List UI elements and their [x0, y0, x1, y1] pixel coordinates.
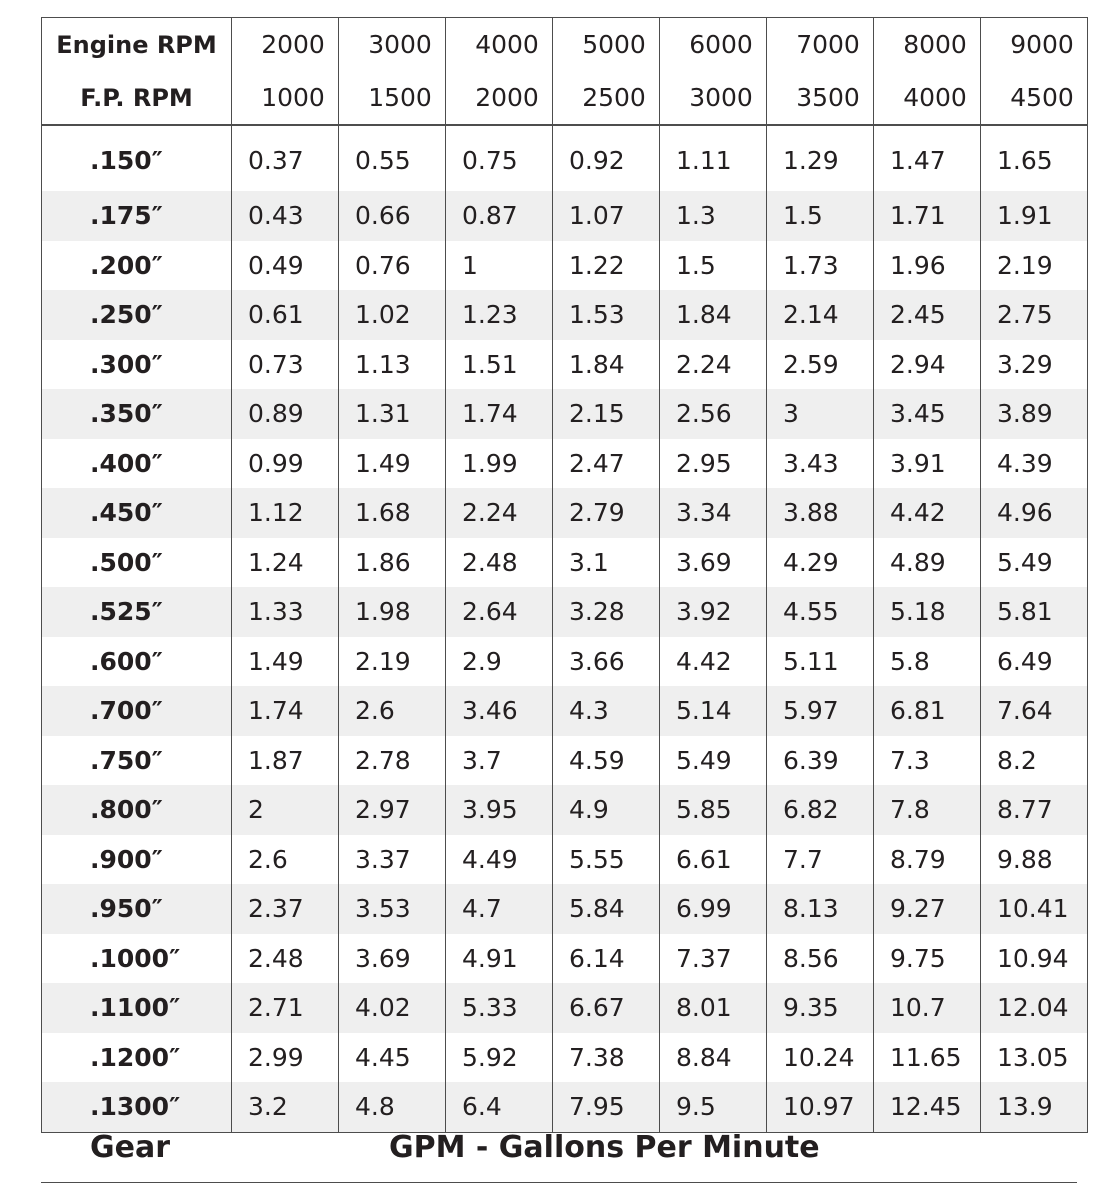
- table-row: [42, 835, 1088, 885]
- gpm-value-cell: 3.34: [660, 488, 767, 538]
- gpm-value-cell: 6.81: [874, 686, 981, 736]
- gpm-value-cell: 0.89: [232, 389, 339, 439]
- gpm-value-cell: 6.49: [981, 637, 1088, 687]
- gpm-value-cell: 1.68: [339, 488, 446, 538]
- gpm-value-cell: 2.95: [660, 439, 767, 489]
- table-row: [42, 340, 1088, 390]
- gpm-axis-label: GPM - Gallons Per Minute: [389, 1130, 820, 1165]
- gpm-value-cell: 1.11: [660, 125, 767, 191]
- gpm-value-cell: 4.29: [767, 538, 874, 588]
- gpm-value-cell: 5.49: [660, 736, 767, 786]
- fp-rpm-value: 4000: [874, 71, 981, 125]
- gpm-value-cell: 4.7: [446, 884, 553, 934]
- gpm-value-cell: 7.95: [553, 1082, 660, 1132]
- fp-rpm-label: F.P. RPM: [42, 71, 232, 125]
- gpm-value-cell: 7.3: [874, 736, 981, 786]
- gpm-value-cell: 0.43: [232, 191, 339, 241]
- gpm-value-cell: 5.85: [660, 785, 767, 835]
- gpm-value-cell: 2.75: [981, 290, 1088, 340]
- gpm-value-cell: 8.79: [874, 835, 981, 885]
- gear-size-cell: .600″: [42, 637, 232, 687]
- gpm-value-cell: 7.38: [553, 1033, 660, 1083]
- gear-axis-label: Gear: [90, 1130, 171, 1165]
- gpm-value-cell: 4.96: [981, 488, 1088, 538]
- gpm-value-cell: 12.04: [981, 983, 1088, 1033]
- gpm-value-cell: 5.33: [446, 983, 553, 1033]
- gpm-value-cell: 2.78: [339, 736, 446, 786]
- gpm-value-cell: 5.81: [981, 587, 1088, 637]
- gpm-value-cell: 0.99: [232, 439, 339, 489]
- gpm-value-cell: 1.71: [874, 191, 981, 241]
- gpm-value-cell: 5.97: [767, 686, 874, 736]
- gear-size-cell: .1200″: [42, 1033, 232, 1083]
- gpm-value-cell: 4.02: [339, 983, 446, 1033]
- gpm-value-cell: 8.56: [767, 934, 874, 984]
- gear-size-cell: .1300″: [42, 1082, 232, 1132]
- gpm-value-cell: 1.5: [660, 241, 767, 291]
- gpm-value-cell: 5.92: [446, 1033, 553, 1083]
- gpm-table: [41, 17, 1088, 1133]
- gpm-value-cell: 2.79: [553, 488, 660, 538]
- gpm-value-cell: 4.9: [553, 785, 660, 835]
- fp-rpm-value: 2000: [446, 71, 553, 125]
- gpm-value-cell: 5.49: [981, 538, 1088, 588]
- gpm-value-cell: 4.59: [553, 736, 660, 786]
- gear-size-cell: .1100″: [42, 983, 232, 1033]
- table-row: [42, 736, 1088, 786]
- gpm-value-cell: 3.43: [767, 439, 874, 489]
- gpm-value-cell: 1.29: [767, 125, 874, 191]
- gpm-value-cell: 3: [767, 389, 874, 439]
- gpm-value-cell: 4.49: [446, 835, 553, 885]
- engine-rpm-value: 4000: [446, 18, 553, 72]
- gpm-value-cell: 3.88: [767, 488, 874, 538]
- gpm-value-cell: 3.1: [553, 538, 660, 588]
- gpm-value-cell: 10.97: [767, 1082, 874, 1132]
- table-row: [42, 587, 1088, 637]
- gpm-value-cell: 1.74: [232, 686, 339, 736]
- engine-rpm-value: 2000: [232, 18, 339, 72]
- gpm-value-cell: 0.49: [232, 241, 339, 291]
- table-row: [42, 125, 1088, 191]
- gpm-value-cell: 4.42: [874, 488, 981, 538]
- gpm-value-cell: 2.14: [767, 290, 874, 340]
- gpm-value-cell: 4.45: [339, 1033, 446, 1083]
- gpm-value-cell: 2.47: [553, 439, 660, 489]
- fp-rpm-value: 3500: [767, 71, 874, 125]
- gpm-value-cell: 4.42: [660, 637, 767, 687]
- gpm-value-cell: 9.5: [660, 1082, 767, 1132]
- gpm-value-cell: 5.8: [874, 637, 981, 687]
- gpm-value-cell: 9.75: [874, 934, 981, 984]
- gpm-value-cell: 5.11: [767, 637, 874, 687]
- gpm-value-cell: 7.8: [874, 785, 981, 835]
- gpm-value-cell: 4.3: [553, 686, 660, 736]
- gpm-value-cell: 2.99: [232, 1033, 339, 1083]
- table-row: [42, 191, 1088, 241]
- gpm-value-cell: 2.6: [232, 835, 339, 885]
- gpm-value-cell: 0.75: [446, 125, 553, 191]
- gpm-value-cell: 2.56: [660, 389, 767, 439]
- gpm-value-cell: 1.84: [660, 290, 767, 340]
- table-row: [42, 983, 1088, 1033]
- gpm-value-cell: 1.5: [767, 191, 874, 241]
- table-row: [42, 637, 1088, 687]
- gpm-value-cell: 6.82: [767, 785, 874, 835]
- gear-size-cell: .450″: [42, 488, 232, 538]
- fp-rpm-row: [42, 71, 1088, 125]
- gpm-value-cell: 3.66: [553, 637, 660, 687]
- gpm-value-cell: 3.29: [981, 340, 1088, 390]
- gpm-value-cell: 0.66: [339, 191, 446, 241]
- gpm-value-cell: 5.14: [660, 686, 767, 736]
- gear-size-cell: .150″: [42, 125, 232, 191]
- gear-size-cell: .175″: [42, 191, 232, 241]
- table-row: [42, 686, 1088, 736]
- gpm-value-cell: 4.39: [981, 439, 1088, 489]
- engine-rpm-value: 7000: [767, 18, 874, 72]
- fp-rpm-value: 2500: [553, 71, 660, 125]
- gpm-value-cell: 1.99: [446, 439, 553, 489]
- gpm-value-cell: 10.94: [981, 934, 1088, 984]
- gpm-value-cell: 7.64: [981, 686, 1088, 736]
- gpm-value-cell: 1.13: [339, 340, 446, 390]
- gpm-value-cell: 5.84: [553, 884, 660, 934]
- gpm-value-cell: 3.45: [874, 389, 981, 439]
- table-row: [42, 538, 1088, 588]
- gpm-value-cell: 6.99: [660, 884, 767, 934]
- gpm-value-cell: 9.88: [981, 835, 1088, 885]
- gear-size-cell: .750″: [42, 736, 232, 786]
- gpm-value-cell: 4.91: [446, 934, 553, 984]
- gpm-value-cell: 1.3: [660, 191, 767, 241]
- gpm-value-cell: 1.31: [339, 389, 446, 439]
- gpm-value-cell: 10.24: [767, 1033, 874, 1083]
- table-row: [42, 934, 1088, 984]
- gpm-value-cell: 6.39: [767, 736, 874, 786]
- gpm-value-cell: 1.87: [232, 736, 339, 786]
- gpm-value-cell: 1.49: [232, 637, 339, 687]
- table-row: [42, 290, 1088, 340]
- gpm-value-cell: 10.7: [874, 983, 981, 1033]
- gpm-value-cell: 8.77: [981, 785, 1088, 835]
- gpm-value-cell: 2.37: [232, 884, 339, 934]
- gpm-value-cell: 0.73: [232, 340, 339, 390]
- gpm-value-cell: 4.55: [767, 587, 874, 637]
- gpm-value-cell: 2: [232, 785, 339, 835]
- gpm-value-cell: 10.41: [981, 884, 1088, 934]
- gpm-value-cell: 8.2: [981, 736, 1088, 786]
- engine-rpm-row: [42, 18, 1088, 72]
- gpm-value-cell: 1.23: [446, 290, 553, 340]
- gpm-value-cell: 6.4: [446, 1082, 553, 1132]
- gpm-value-cell: 3.37: [339, 835, 446, 885]
- fp-rpm-value: 4500: [981, 71, 1088, 125]
- gpm-value-cell: 1.65: [981, 125, 1088, 191]
- gear-size-cell: .300″: [42, 340, 232, 390]
- gpm-value-cell: 5.55: [553, 835, 660, 885]
- gpm-value-cell: 2.71: [232, 983, 339, 1033]
- gpm-value-cell: 0.37: [232, 125, 339, 191]
- gpm-value-cell: 1.22: [553, 241, 660, 291]
- gpm-value-cell: 3.95: [446, 785, 553, 835]
- gpm-value-cell: 1.53: [553, 290, 660, 340]
- gear-size-cell: .1000″: [42, 934, 232, 984]
- gear-size-cell: .350″: [42, 389, 232, 439]
- gpm-value-cell: 4.89: [874, 538, 981, 588]
- gpm-value-cell: 1: [446, 241, 553, 291]
- gpm-value-cell: 0.61: [232, 290, 339, 340]
- gpm-value-cell: 6.14: [553, 934, 660, 984]
- table-row: [42, 488, 1088, 538]
- gpm-value-cell: 3.53: [339, 884, 446, 934]
- gear-size-cell: .900″: [42, 835, 232, 885]
- gear-size-cell: .500″: [42, 538, 232, 588]
- gpm-value-cell: 2.48: [232, 934, 339, 984]
- gpm-value-cell: 7.37: [660, 934, 767, 984]
- gpm-value-cell: 2.97: [339, 785, 446, 835]
- fp-rpm-value: 3000: [660, 71, 767, 125]
- gpm-value-cell: 5.18: [874, 587, 981, 637]
- table-row: [42, 1082, 1088, 1132]
- gpm-value-cell: 1.51: [446, 340, 553, 390]
- gpm-value-cell: 2.59: [767, 340, 874, 390]
- gpm-value-cell: 6.61: [660, 835, 767, 885]
- gear-size-cell: .950″: [42, 884, 232, 934]
- gpm-value-cell: 9.35: [767, 983, 874, 1033]
- gpm-value-cell: 2.19: [981, 241, 1088, 291]
- table-row: [42, 241, 1088, 291]
- gear-size-cell: .525″: [42, 587, 232, 637]
- table-row: [42, 785, 1088, 835]
- gpm-value-cell: 8.84: [660, 1033, 767, 1083]
- gpm-value-cell: 2.24: [446, 488, 553, 538]
- fp-rpm-value: 1500: [339, 71, 446, 125]
- gear-size-cell: .700″: [42, 686, 232, 736]
- gpm-value-cell: 1.33: [232, 587, 339, 637]
- engine-rpm-label: Engine RPM: [42, 18, 232, 72]
- gpm-value-cell: 3.91: [874, 439, 981, 489]
- gpm-value-cell: 1.73: [767, 241, 874, 291]
- fp-rpm-value: 1000: [232, 71, 339, 125]
- gpm-value-cell: 1.07: [553, 191, 660, 241]
- gpm-value-cell: 2.94: [874, 340, 981, 390]
- gpm-value-cell: 13.05: [981, 1033, 1088, 1083]
- gpm-value-cell: 0.76: [339, 241, 446, 291]
- table-row: [42, 884, 1088, 934]
- gpm-table-body: [42, 125, 1088, 1132]
- gpm-value-cell: 1.24: [232, 538, 339, 588]
- gpm-value-cell: 12.45: [874, 1082, 981, 1132]
- gpm-value-cell: 3.89: [981, 389, 1088, 439]
- gpm-value-cell: 1.12: [232, 488, 339, 538]
- engine-rpm-value: 3000: [339, 18, 446, 72]
- gear-size-cell: .800″: [42, 785, 232, 835]
- table-row: [42, 1033, 1088, 1083]
- gpm-value-cell: 11.65: [874, 1033, 981, 1083]
- engine-rpm-value: 8000: [874, 18, 981, 72]
- gpm-value-cell: 3.7: [446, 736, 553, 786]
- gpm-value-cell: 1.98: [339, 587, 446, 637]
- gpm-value-cell: 1.96: [874, 241, 981, 291]
- gpm-value-cell: 13.9: [981, 1082, 1088, 1132]
- gpm-value-cell: 1.49: [339, 439, 446, 489]
- gpm-value-cell: 1.84: [553, 340, 660, 390]
- gpm-value-cell: 1.47: [874, 125, 981, 191]
- gpm-value-cell: 4.8: [339, 1082, 446, 1132]
- engine-rpm-value: 6000: [660, 18, 767, 72]
- engine-rpm-value: 9000: [981, 18, 1088, 72]
- gpm-value-cell: 3.69: [339, 934, 446, 984]
- gpm-value-cell: 3.69: [660, 538, 767, 588]
- gpm-value-cell: 0.55: [339, 125, 446, 191]
- gpm-value-cell: 7.7: [767, 835, 874, 885]
- gpm-value-cell: 3.2: [232, 1082, 339, 1132]
- gear-size-cell: .250″: [42, 290, 232, 340]
- gpm-value-cell: 2.9: [446, 637, 553, 687]
- gpm-value-cell: 2.24: [660, 340, 767, 390]
- gpm-value-cell: 3.92: [660, 587, 767, 637]
- gear-size-cell: .200″: [42, 241, 232, 291]
- gpm-value-cell: 2.45: [874, 290, 981, 340]
- gpm-value-cell: 0.92: [553, 125, 660, 191]
- gpm-value-cell: 2.64: [446, 587, 553, 637]
- gpm-value-cell: 1.91: [981, 191, 1088, 241]
- gear-size-cell: .400″: [42, 439, 232, 489]
- gpm-value-cell: 9.27: [874, 884, 981, 934]
- footer-divider: [41, 1182, 1077, 1183]
- gpm-value-cell: 0.87: [446, 191, 553, 241]
- gpm-value-cell: 8.01: [660, 983, 767, 1033]
- gpm-value-cell: 2.6: [339, 686, 446, 736]
- gpm-value-cell: 2.19: [339, 637, 446, 687]
- gpm-value-cell: 1.74: [446, 389, 553, 439]
- gpm-value-cell: 1.02: [339, 290, 446, 340]
- gpm-value-cell: 2.48: [446, 538, 553, 588]
- gpm-value-cell: 2.15: [553, 389, 660, 439]
- gpm-value-cell: 8.13: [767, 884, 874, 934]
- table-row: [42, 439, 1088, 489]
- table-row: [42, 389, 1088, 439]
- gpm-value-cell: 3.28: [553, 587, 660, 637]
- gpm-value-cell: 1.86: [339, 538, 446, 588]
- engine-rpm-value: 5000: [553, 18, 660, 72]
- gpm-value-cell: 6.67: [553, 983, 660, 1033]
- gpm-value-cell: 3.46: [446, 686, 553, 736]
